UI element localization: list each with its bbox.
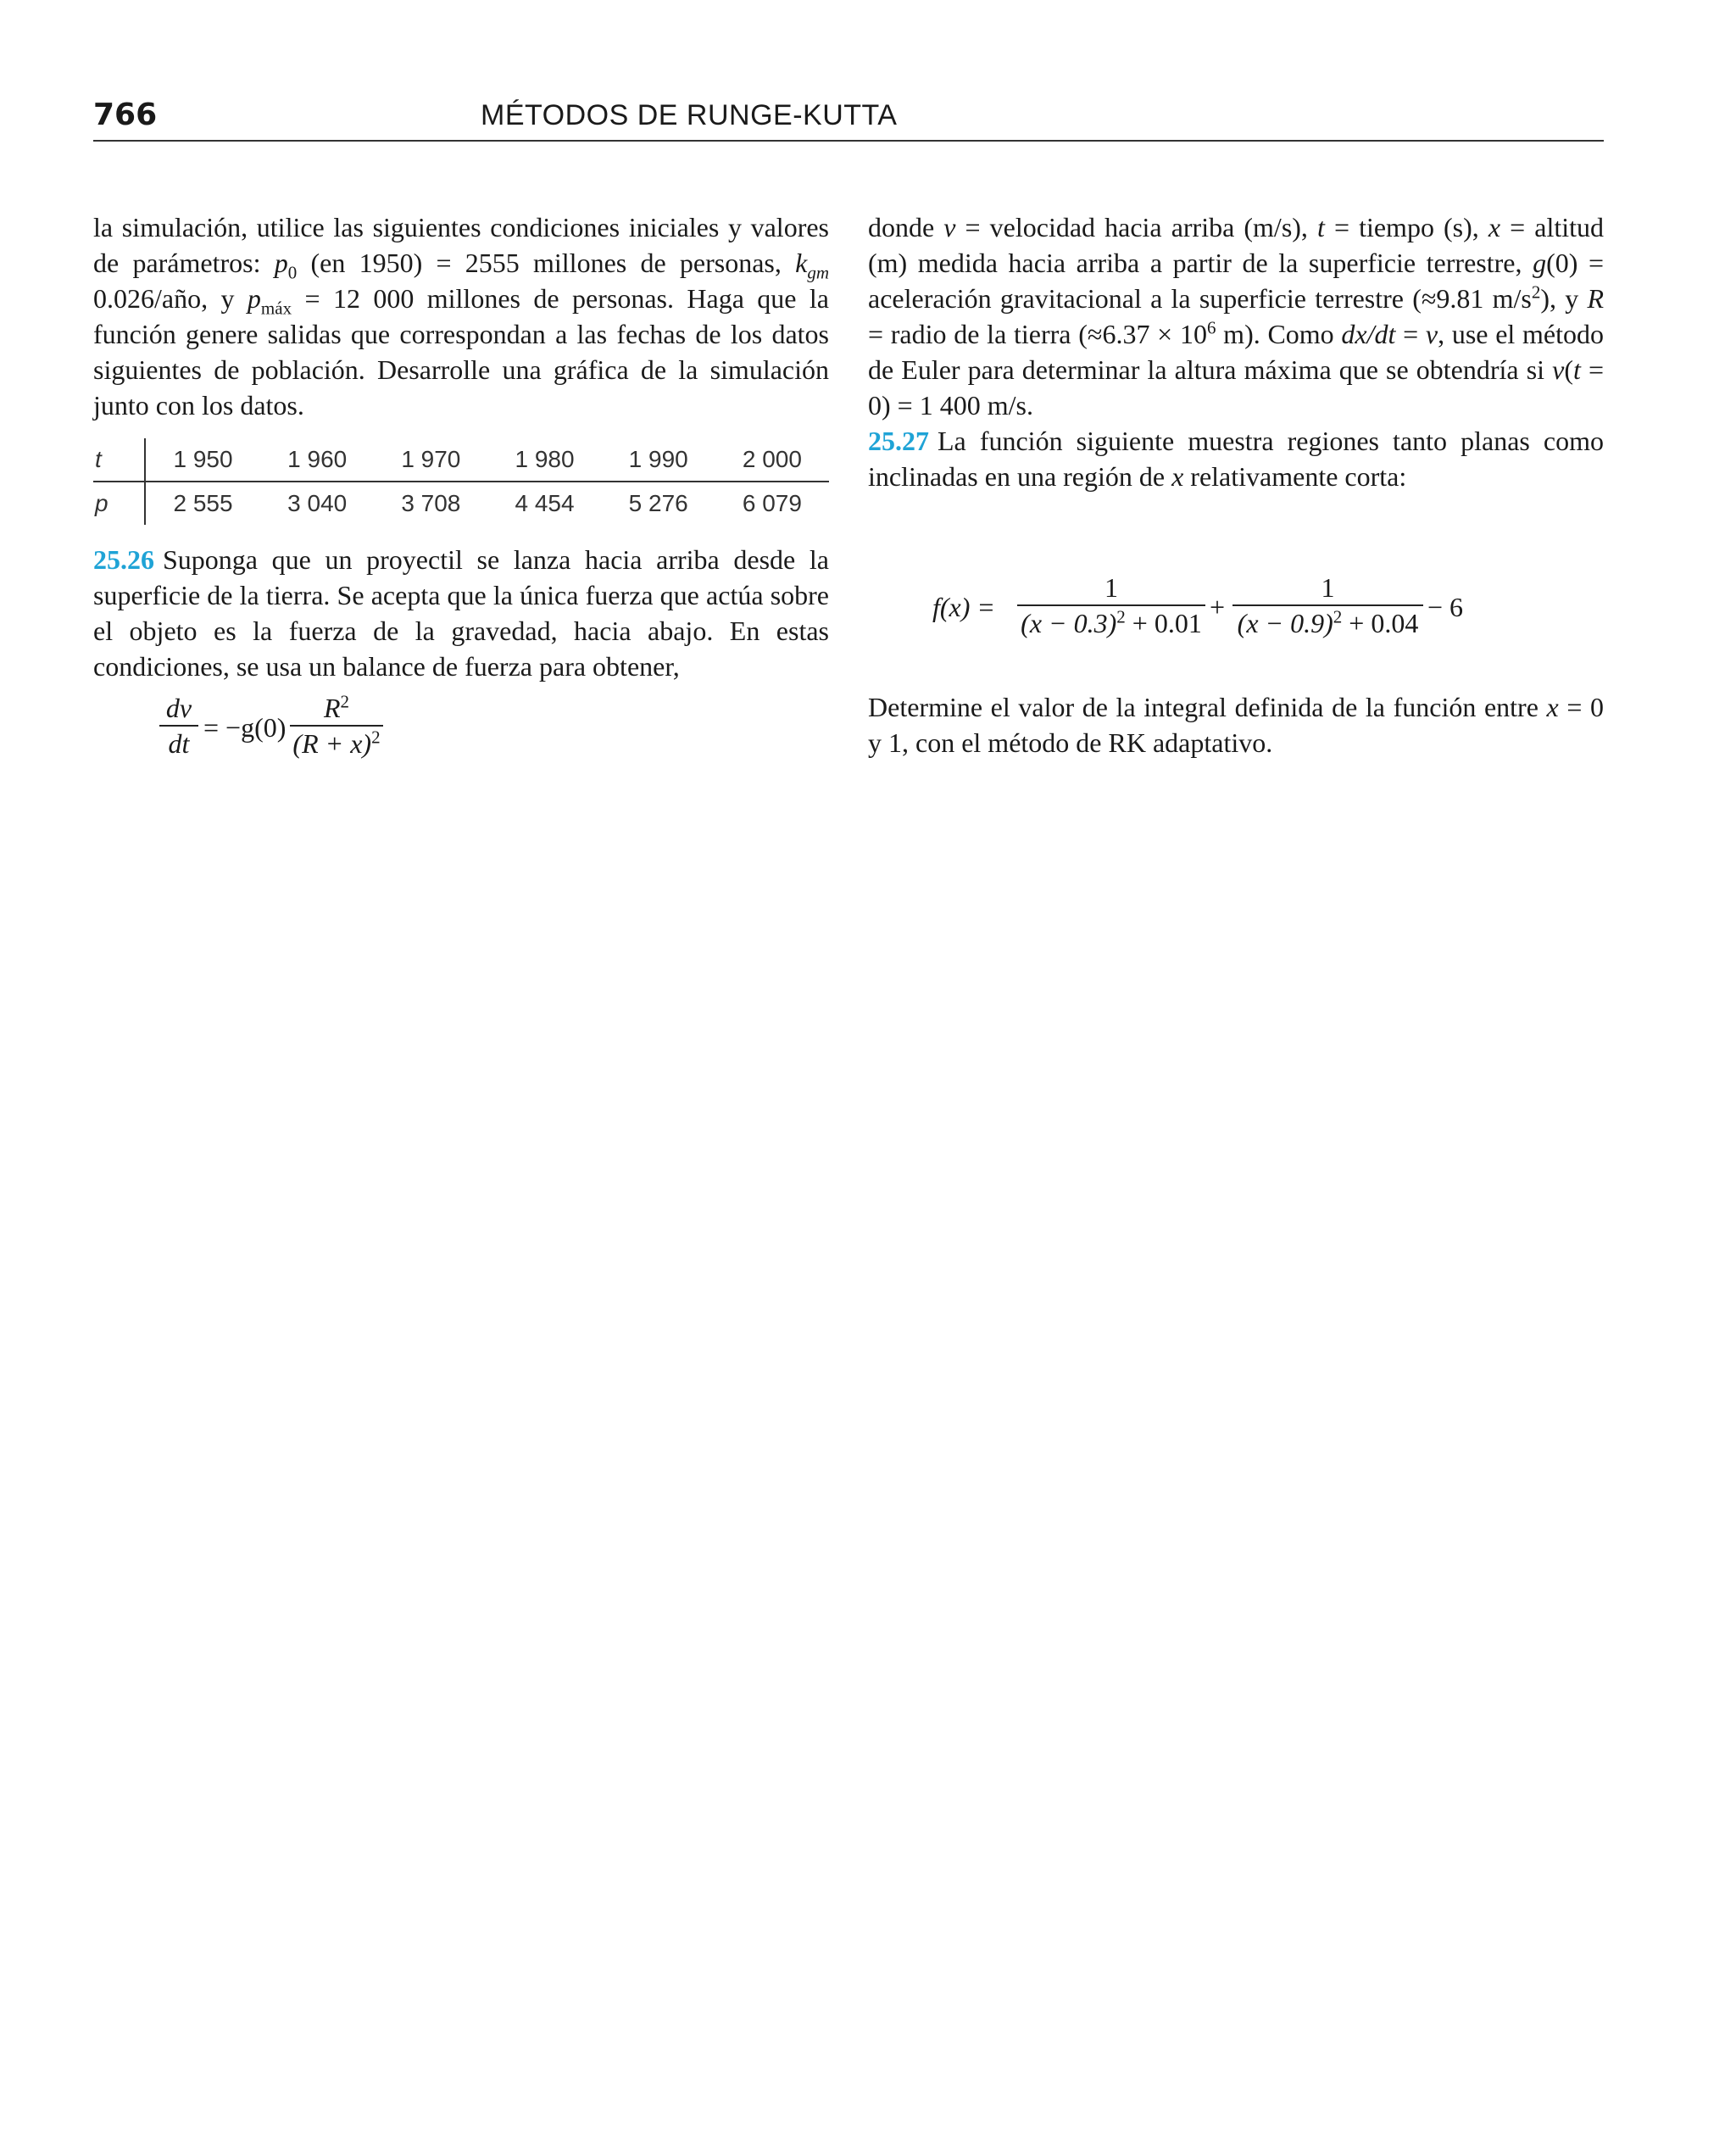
table-row-label: p	[93, 482, 145, 525]
running-header	[93, 97, 1604, 142]
determine-paragraph: Determine el valor de la integral definida de la función entre x = 0 y 1, con el método de RK adaptativo.	[868, 692, 1605, 758]
function-equation	[868, 494, 1604, 689]
table-cell: 3 708	[401, 490, 461, 516]
page-number: 766	[93, 97, 158, 132]
population-table	[93, 438, 829, 525]
left-column	[93, 209, 829, 769]
equation-tail: − 6	[1427, 592, 1464, 622]
equation-middle: = −g(0)	[203, 712, 287, 743]
table-cell: 2 000	[715, 438, 829, 482]
problem-number: 25.27	[868, 426, 929, 456]
table-row-label: t	[93, 438, 145, 482]
table-cell: 6 079	[742, 490, 802, 516]
table-row	[93, 482, 829, 525]
table-cell: 4 454	[515, 490, 575, 516]
intro-paragraph: la simulación, utilice las siguientes condiciones iniciales y valores de parámetros: $p_0$ (en 1950) = 2555 millones de personas, $k_{gm}$ 0.026/año, y $p_{máx} = 12$ 000 millones de personas. Haga que la función genere salidas que correspondan a las fechas de los datos siguientes de población. Desarrolle una gráfica de la simulación junto con los datos.	[93, 212, 830, 421]
table-cell: 1 970	[374, 438, 487, 482]
force-balance-equation	[93, 684, 829, 769]
problem-25-26: 25.26 Suponga que un proyectil se lanza hacia arriba desde la superficie de la tierra. Se acepta que la única fuerza que actúa sobre el objeto es la fuerza de la gravedad, hacia abajo. En estas condiciones, se usa un balance de fuerza para obtener,	[93, 544, 829, 682]
table-cell: 3 040	[287, 490, 348, 516]
table-cell: 2 555	[173, 490, 233, 516]
table-cell: 1 980	[487, 438, 601, 482]
equation-plus: +	[1210, 592, 1226, 622]
equation-fraction-2: $\frac{1}{(x - 0.9)^2 + 0.04}$	[1232, 572, 1423, 638]
running-title: MÉTODOS DE RUNGE-KUTTA	[481, 99, 898, 131]
equation-lhs: f(x) =	[932, 592, 995, 622]
right-column	[868, 209, 1604, 760]
table-row	[93, 438, 829, 482]
table-cell: 1 990	[602, 438, 715, 482]
equation-fraction-1: $\frac{1}{(x - 0.3)^2 + 0.01}$	[1017, 572, 1205, 638]
problem-number: 25.26	[93, 544, 154, 575]
table-cell: 1 960	[260, 438, 374, 482]
table-cell: 5 276	[628, 490, 688, 516]
problem-25-27: 25.27 La función siguiente muestra regiones tanto planas como inclinadas en una región de x relativamente corta:	[868, 426, 1604, 492]
where-paragraph: donde v = velocidad hacia arriba (m/s), t = tiempo (s), x = altitud (m) medida hacia arriba a partir de la superficie terrestre, g(0) = aceleración gravitacional a la superficie terrestre (≈9.81 $m/s^2$), y R = radio de la tierra ($\approx 6.37 \times 10^6$ m). Como dx/dt = v, use el método de Euler para determinar la altura máxima que se obtendría si v(t = 0) = 1 400 m/s.	[868, 212, 1605, 421]
table-cell: 1 950	[145, 438, 260, 482]
equation-fraction-r: $\frac{R^2}{(R + x)^2}$	[290, 693, 383, 759]
equation-fraction-dvdt: $\frac{dv}{dt}$	[159, 693, 198, 759]
